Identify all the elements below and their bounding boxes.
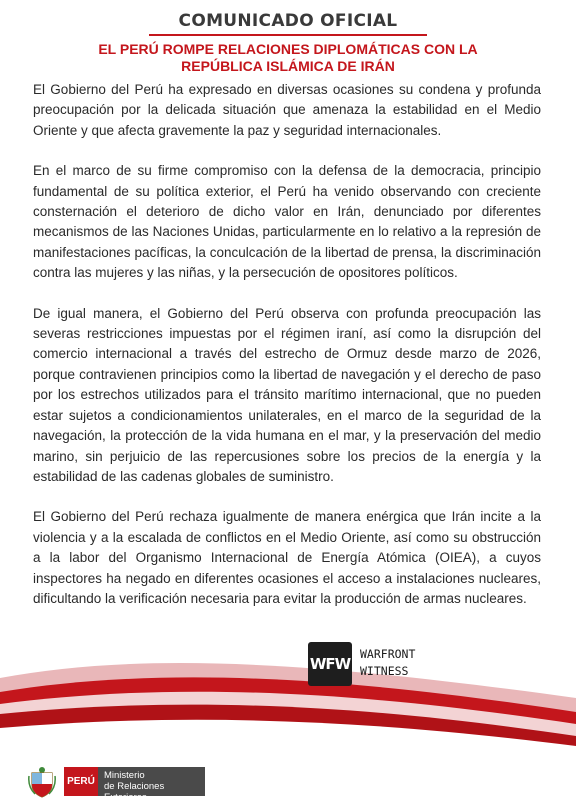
paragraph-4: El Gobierno del Perú rechaza igualmente de manera enérgica que Irán incite a la violencia y a la escalada de conflictos en el Medio Oriente, así como su obstrucción a la labor del Organismo Internacional de Energía Atómica (OIEA), a cuyos inspectores ha negado en diferentes ocasiones el acceso a instalaciones nucleares, dificultando la verificación necesaria para evitar la producción de armas nucleares. [33, 509, 541, 606]
subtitle-line-2: REPÚBLICA ISLÁMICA DE IRÁN [181, 58, 395, 74]
subtitle-line-1: EL PERÚ ROMPE RELACIONES DIPLOMÁTICAS CON LA [98, 41, 478, 57]
subtitle [40, 41, 536, 75]
paragraph-3: De igual manera, el Gobierno del Perú observa con profunda preocupación las severas restricciones impuestas por el régimen iraní, así como la disrupción del comercio internacional a través del estrecho de Ormuz desde marzo de 2026, porque contravienen principios como la libertad de navegación y el derecho de paso por los estrechos utilizados para el tránsito marítimo internacional, que no pueden estar sujetos a condicionamientos unilaterales, en el marco de la seguridad de la navegación, la protección de la vida humana en el mar, y la preservación del medio marino, sin perjuicio de las repercusiones sobre los precios de la energía y la estabilidad de las cadenas globales de suministro. [33, 305, 541, 484]
watermark-line-2: WITNESS [360, 664, 409, 678]
coat-of-arms-icon [27, 766, 57, 798]
page-title: COMUNICADO OFICIAL [178, 11, 398, 31]
title-underline [149, 34, 427, 36]
header [0, 10, 576, 75]
watermark-line-1: WARFRONT [360, 647, 416, 661]
watermark [308, 642, 428, 688]
watermark-logo: WFW [308, 642, 352, 686]
peru-label: PERÚ [64, 767, 98, 796]
watermark-text [360, 646, 415, 680]
paragraph-1: El Gobierno del Perú ha expresado en diversas ocasiones su condena y profunda preocupación por la delicada situación que amenaza la estabilidad en el Medio Oriente y que afecta gravemente la paz y seguridad internacionales. [33, 82, 541, 138]
ministry-line-2: de Relaciones Exteriores [104, 781, 165, 803]
statement-body [33, 80, 541, 629]
footer [0, 750, 576, 803]
ministry-label [98, 767, 205, 803]
ministry-line-1: Ministerio [104, 770, 145, 781]
paragraph-2: En el marco de su firme compromiso con la defensa de la democracia, principio fundamental de su política exterior, el Perú ha venido observando con creciente consternación el deterioro de dicho valor en Irán, denunciado por diferentes mecanismos de las Naciones Unidas, particularmente en lo relativo a la represión de manifestaciones pacíficas, la conculcación de la libertad de prensa, la discriminación contra las mujeres y las niñas, y la persecución de opositores políticos. [33, 163, 541, 281]
decorative-red-waves [0, 640, 576, 750]
